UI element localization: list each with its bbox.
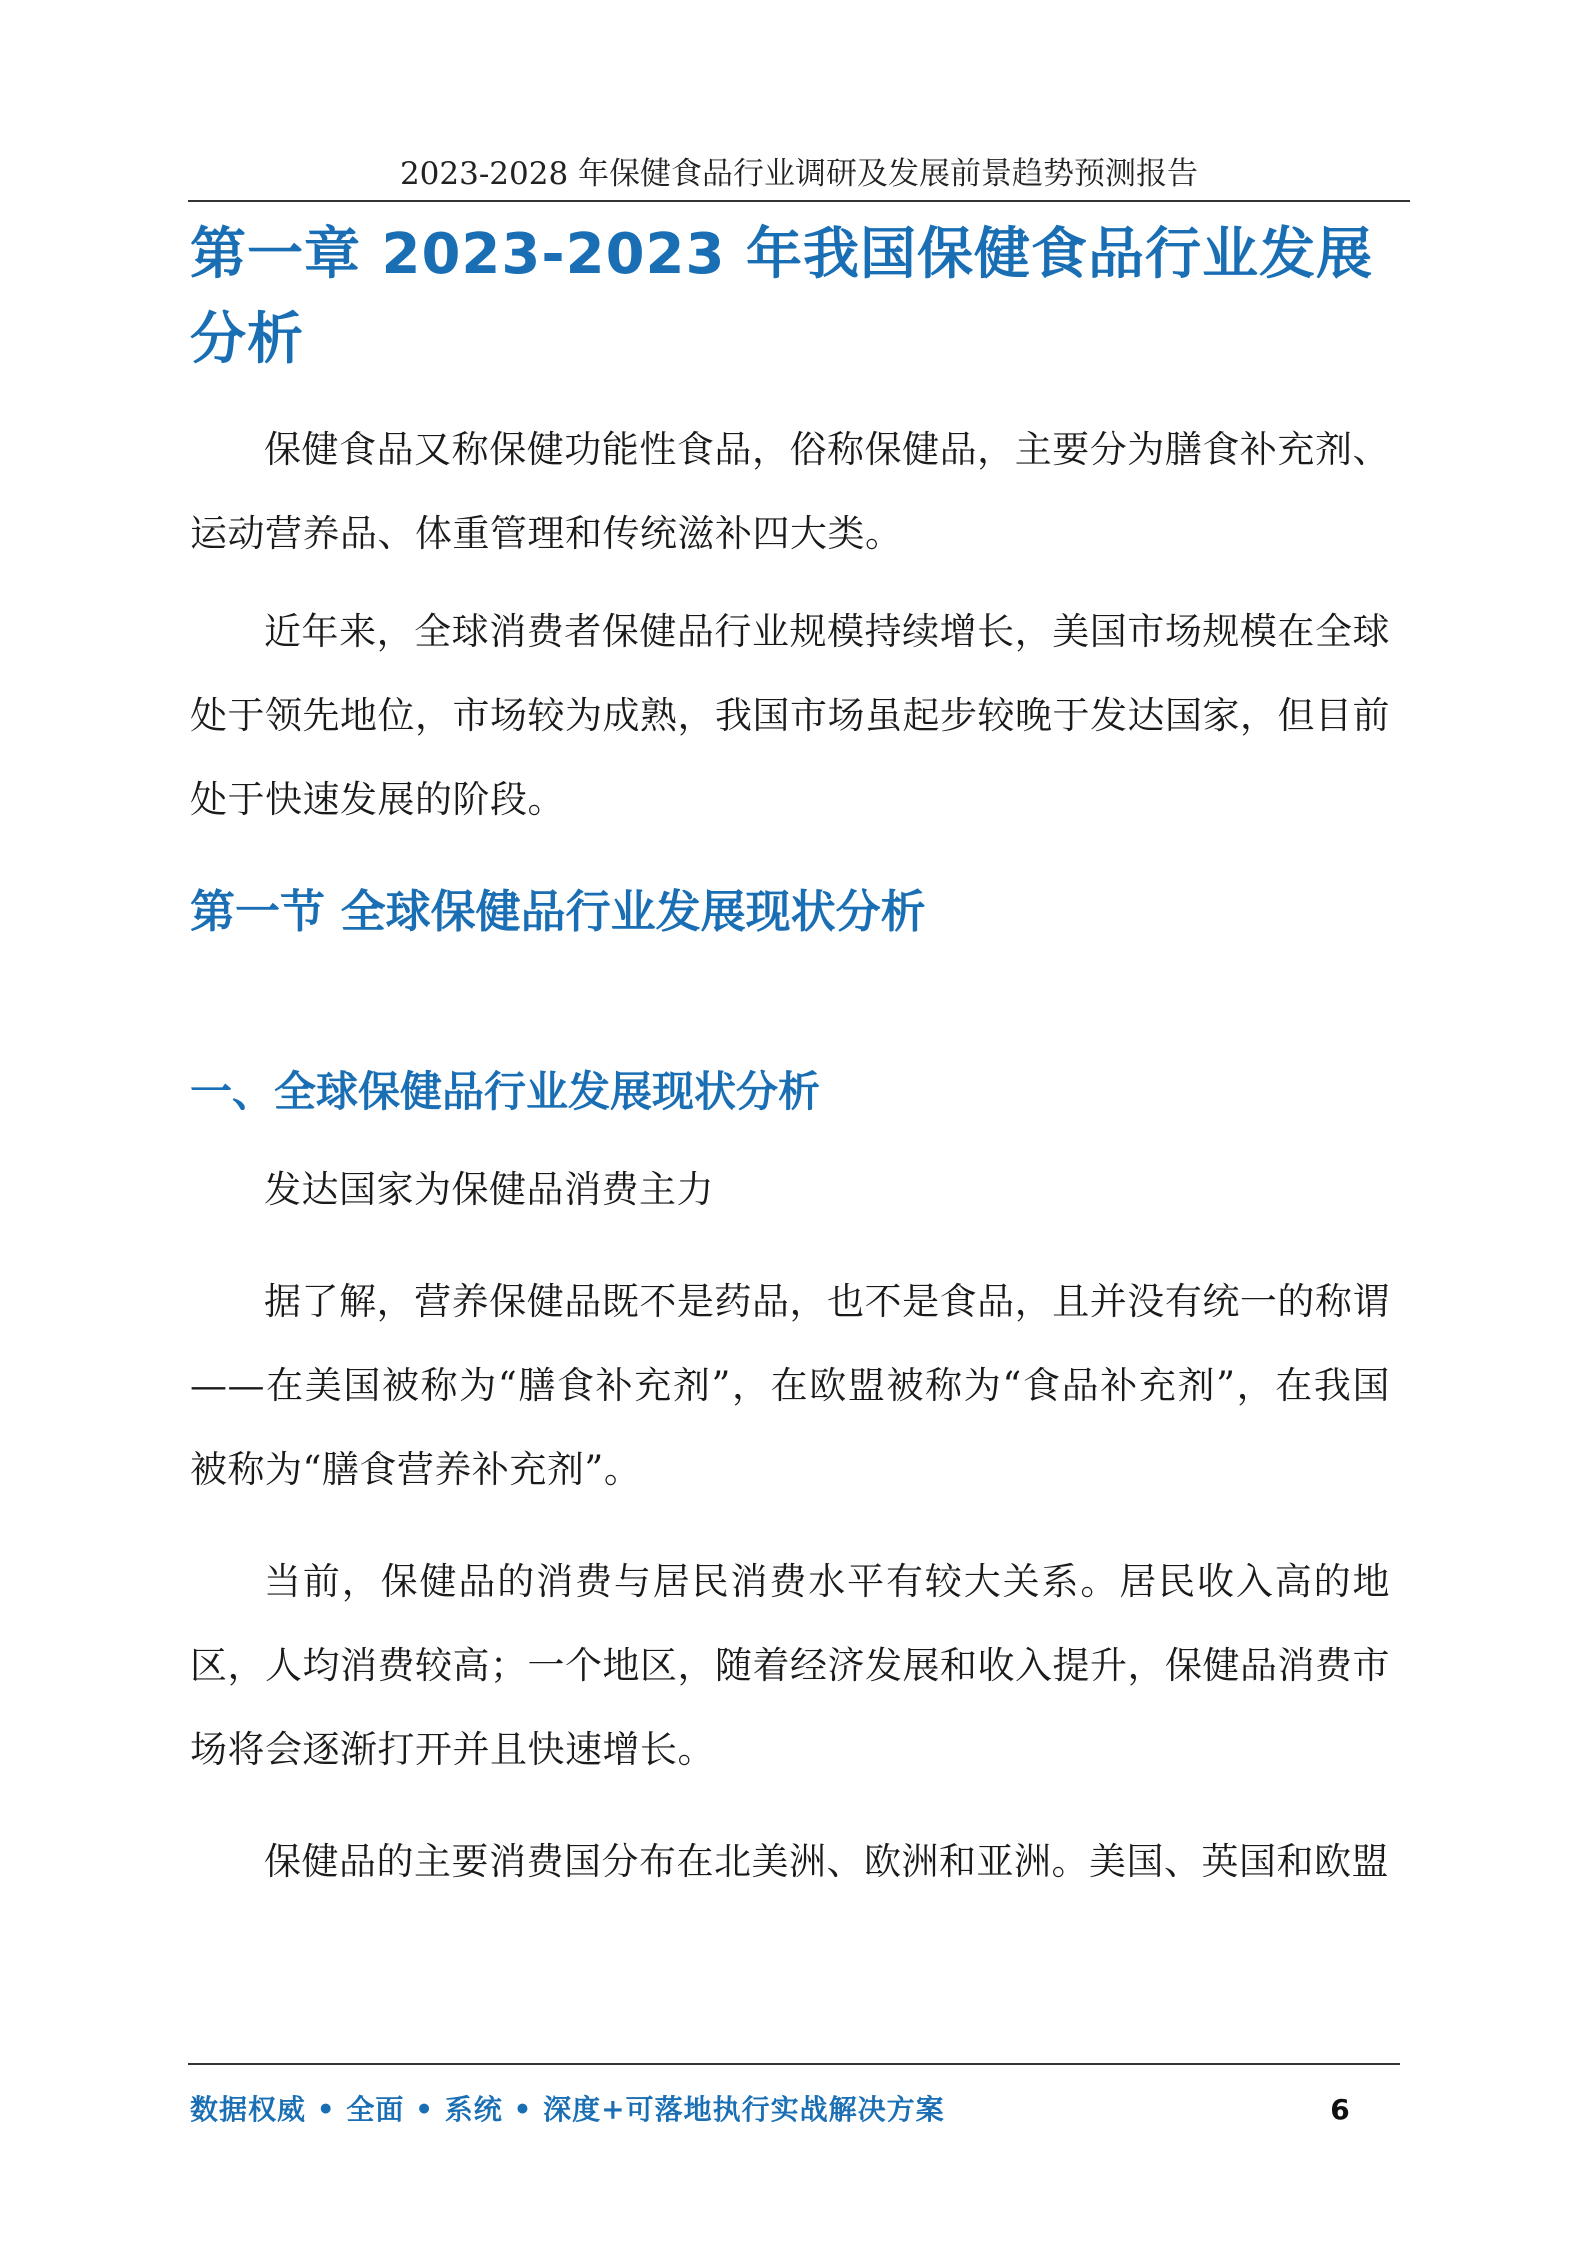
spacer	[190, 382, 1390, 408]
footer-divider	[188, 2063, 1400, 2065]
body-paragraph-2: 据了解，营养保健品既不是药品，也不是食品，且并没有统一的称谓——在美国被称为“膳食补充剂”，在欧盟被称为“食品补充剂”，在我国被称为“膳食营养补充剂”。	[190, 1280, 1390, 1491]
footer-slogan: 数据权威 • 全面 • 系统 • 深度+可落地执行实战解决方案	[190, 2093, 945, 2126]
page-body	[190, 212, 1390, 1904]
page-number: 6	[1330, 2093, 1350, 2126]
spacer	[190, 842, 1390, 870]
spacer	[190, 576, 1390, 590]
running-header: 2023-2028 年保健食品行业调研及发展前景趋势预测报告	[399, 156, 1199, 192]
intro-paragraph-2: 近年来，全球消费者保健品行业规模持续增长，美国市场规模在全球处于领先地位，市场较为成熟，我国市场虽起步较晚于发达国家，但目前处于快速发展的阶段。	[190, 610, 1390, 821]
spacer	[190, 1512, 1390, 1540]
body-paragraph-4: 保健品的主要消费国分布在北美洲、欧洲和亚洲。美国、英国和欧盟	[264, 1840, 1389, 1883]
spacer	[190, 1792, 1390, 1820]
intro-paragraph-1: 保健食品又称保健功能性食品，俗称保健品，主要分为膳食补充剂、运动营养品、体重管理和传统滋补四大类。	[190, 428, 1390, 555]
spacer	[190, 954, 1390, 1050]
subsection-title: 一、全球保健品行业发展现状分析	[190, 1067, 821, 1116]
body-paragraph-1: 发达国家为保健品消费主力	[264, 1168, 714, 1211]
spacer	[190, 1134, 1390, 1148]
section-title: 第一节 全球保健品行业发展现状分析	[190, 885, 926, 938]
chapter-title: 第一章 2023-2023 年我国保健食品行业发展分析	[190, 222, 1373, 372]
header-divider	[188, 200, 1410, 202]
body-paragraph-3: 当前，保健品的消费与居民消费水平有较大关系。居民收入高的地区，人均消费较高；一个地区，随着经济发展和收入提升，保健品消费市场将会逐渐打开并且快速增长。	[190, 1560, 1390, 1771]
spacer	[190, 1232, 1390, 1260]
